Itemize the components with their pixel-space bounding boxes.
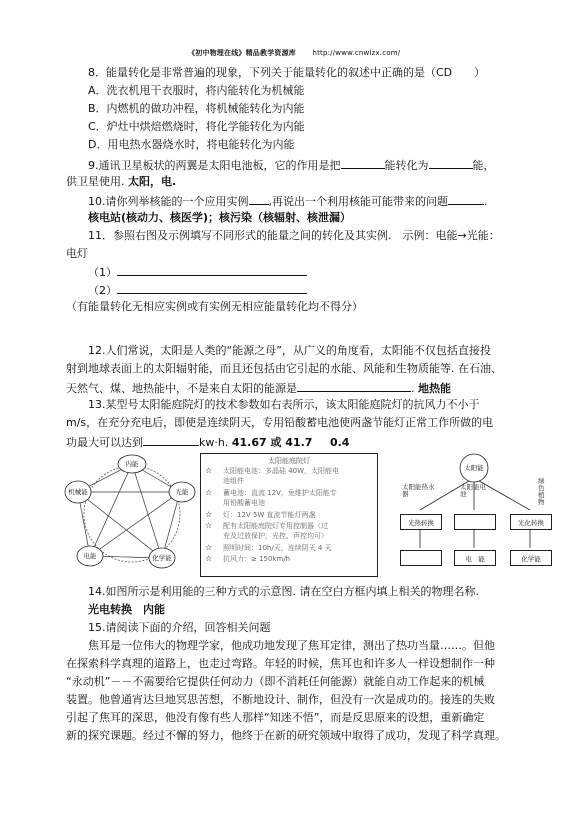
q8-option-a: A．洗衣机甩干衣服时，将内能转化为机械能 xyxy=(88,84,305,97)
q11-item-1-label: （1） xyxy=(88,266,117,279)
q8-option-d: D．用电热水器烧水时，将电能转化为内能 xyxy=(88,138,295,151)
spec-row-2: 蓄电池：直流 12V，免维护太阳能专 xyxy=(223,489,337,497)
spec-table-title: 太阳能庭院灯 xyxy=(268,457,310,465)
star-icon: ☆ xyxy=(205,510,213,519)
q11-line2: 电灯 xyxy=(66,247,88,260)
q12-line3 xyxy=(66,380,451,396)
page-header xyxy=(188,48,400,58)
q9-line2 xyxy=(66,175,176,189)
q11-item-2 xyxy=(88,282,307,298)
spec-row-3: 用铅酸蓄电池 xyxy=(223,499,265,507)
star-icon: ☆ xyxy=(205,521,213,530)
q9-answer: 太阳，电. xyxy=(128,175,177,188)
q8-option-c: C．炉灶中烘焙燃烧时，将化学能转化为内能 xyxy=(88,120,305,133)
q11-note: （有能量转化无相应实例或有实例无相应能量转化均不得分） xyxy=(66,300,363,313)
q15-para-line-5: 引起了焦耳的深思，他没有像有些人那样“知迷不悟”，而是反思原来的设想，重新确定 xyxy=(66,711,485,724)
q11-item-1 xyxy=(88,264,307,280)
q9-text-b: 能转化为 xyxy=(384,159,429,172)
branch-label-1: 太阳能热水器 xyxy=(402,483,435,498)
q10-line xyxy=(88,193,488,209)
solar-center-label: 太阳能 xyxy=(464,464,484,472)
q10-blank-1 xyxy=(249,193,269,205)
spec-row-1: 池组件 xyxy=(223,477,244,485)
header-url: http://www.cnwlzx.com/ xyxy=(312,49,401,57)
q15-title: 15.请阅读下面的介绍，回答相关问题 xyxy=(88,621,271,634)
node-label-4: 机械能 xyxy=(68,488,88,496)
spec-row-0: 太阳能电池：多晶硅 40W，太阳能电 xyxy=(223,467,340,475)
q15-para-line-6: 新的探究课题。经过不懈的努力，他终于在新的研究领域中取得了成功，发现了科学真理。 xyxy=(66,729,506,742)
diagram-arrows xyxy=(78,464,180,558)
q13-answer-2: 0.4 xyxy=(329,436,350,449)
q9-line1 xyxy=(88,157,495,173)
q10-blank-2 xyxy=(448,193,484,205)
solar-usage-diagram xyxy=(392,452,552,576)
star-icon: ☆ xyxy=(205,554,213,563)
q15-para-line-4: 装置。他曾通宵达旦地冥思苦想，不断地设计、制作，但没有一次是成功的。接连的失败 xyxy=(66,693,495,706)
q15-para-line-1: 焦耳是一位伟大的物理学家，他成功地发现了焦耳定律，测出了热功当量……。但他 xyxy=(66,639,495,652)
box-electric-energy: 电 能 xyxy=(454,550,496,566)
q14-answer: 光电转换 内能 xyxy=(88,603,165,616)
q13-line3 xyxy=(66,434,349,450)
star-icon: ☆ xyxy=(205,466,213,475)
node-label-3: 电能 xyxy=(83,552,97,560)
q13-text-b: kw·h. xyxy=(199,436,229,449)
node-label-2: 化学能 xyxy=(152,554,172,562)
q9-text-a: 9.通讯卫星板状的两翼是太阳电池板，它的作用是把 xyxy=(88,159,341,172)
branch-label-2: 太阳能电池 xyxy=(460,483,486,498)
q12-answer: 地热能 xyxy=(418,382,451,395)
q13-answer-1: 41.67 或 41.7 xyxy=(231,436,313,449)
q12-line2: 射到地球表面上的太阳辐射能，而且还包括由它引起的水能、风能和生物质能等. 在石油、 xyxy=(66,362,502,375)
branch-label-3: 绿色植物 xyxy=(538,477,545,506)
q13-blank xyxy=(143,434,199,446)
star-icon: ☆ xyxy=(205,488,213,497)
spec-row-5: 配有太阳能庭院灯专用控制器（过 xyxy=(223,522,328,530)
spec-row-8: 抗风力：≥ 150km/h xyxy=(223,555,291,563)
star-icon: ☆ xyxy=(205,543,213,552)
box-blank-internal xyxy=(400,550,442,566)
node-label-1: 光能 xyxy=(175,488,189,496)
q8-option-b: B．内燃机的做功冲程，将机械能转化为内能 xyxy=(88,102,305,115)
box-chemical-energy: 化学能 xyxy=(510,550,552,566)
q9-text-line2: 供卫星使用. xyxy=(66,175,125,188)
q13-line2: m/s，在充分充电后，即使是连续阴天，专用铅酸蓄电池使两盏节能灯正常工作所做的电 xyxy=(66,416,494,429)
node-label-0: 内能 xyxy=(125,460,139,468)
q11-item-2-label: （2） xyxy=(88,284,117,297)
q15-para-line-3: “永动机”－－不需要给它提供任何动力（即不消耗任何能源）就能自动工作起来的机械 xyxy=(66,675,485,688)
q9-text-c: 能， xyxy=(472,159,495,172)
spec-row-6: 充及过放保护，光控、声控均可） xyxy=(223,532,328,540)
spec-row-4: 灯：12V 5W 直流节能灯两盏 xyxy=(223,511,316,519)
box-photothermal: 光热转换 xyxy=(400,514,442,530)
q12-text-end: . xyxy=(411,382,415,395)
q10-text-c: . xyxy=(484,195,488,208)
q9-blank-1 xyxy=(341,157,385,169)
q8-stem: 8．能量转化是非常普遍的现象，下列关于能量转化的叙述中正确的是（CD ） xyxy=(88,66,486,79)
box-photochemical: 光化转换 xyxy=(510,514,552,530)
q10-answer: 核电站(核动力、核医学)；核污染（核辐射、核泄漏） xyxy=(88,211,352,224)
box-blank-photoelectric xyxy=(454,514,496,530)
q12-blank xyxy=(297,380,411,392)
q13-line1: 13.某型号太阳能庭院灯的技术参数如右表所示，该太阳能庭院灯的抗风力不小于 xyxy=(88,398,480,411)
q11-line1: 11．参照右图及示例填写不同形式的能量之间的转化及其实例. 示例：电能→光能： xyxy=(88,229,500,242)
q9-blank-2 xyxy=(429,157,473,169)
spec-row-7: 照明时间：10h/天，连续阴天 4 天 xyxy=(223,544,332,552)
energy-conversion-diagram xyxy=(64,452,200,576)
diagram-ring xyxy=(84,466,180,562)
q13-text-a: 功最大可以达到 xyxy=(66,436,143,449)
q12-text: 天然气、煤、地热能中，不是来自太阳的能源是 xyxy=(66,382,297,395)
header-title: 《初中物理在线》精品教学资源库 xyxy=(188,49,296,57)
q11-blank-2 xyxy=(117,282,307,294)
q10-text-b: ,再说出一个利用核能可能带来的问题 xyxy=(268,195,448,208)
q12-line1: 12.人们常说，太阳是人类的“能源之母”，从广义的角度看，太阳能不仅包括直接投 xyxy=(88,344,491,357)
q11-blank-1 xyxy=(117,264,307,276)
q10-text-a: 10.请你列举核能的一个应用实例 xyxy=(88,195,249,208)
solar-lamp-spec-table xyxy=(200,453,378,577)
q14-line: 14.如图所示是利用能的三种方式的示意图. 请在空白方框内填上相关的物理名称. xyxy=(88,585,479,598)
q15-para-line-2: 在探索科学真理的道路上，也走过弯路。年轻的时候，焦耳也和许多人一样设想制作一种 xyxy=(66,657,495,670)
